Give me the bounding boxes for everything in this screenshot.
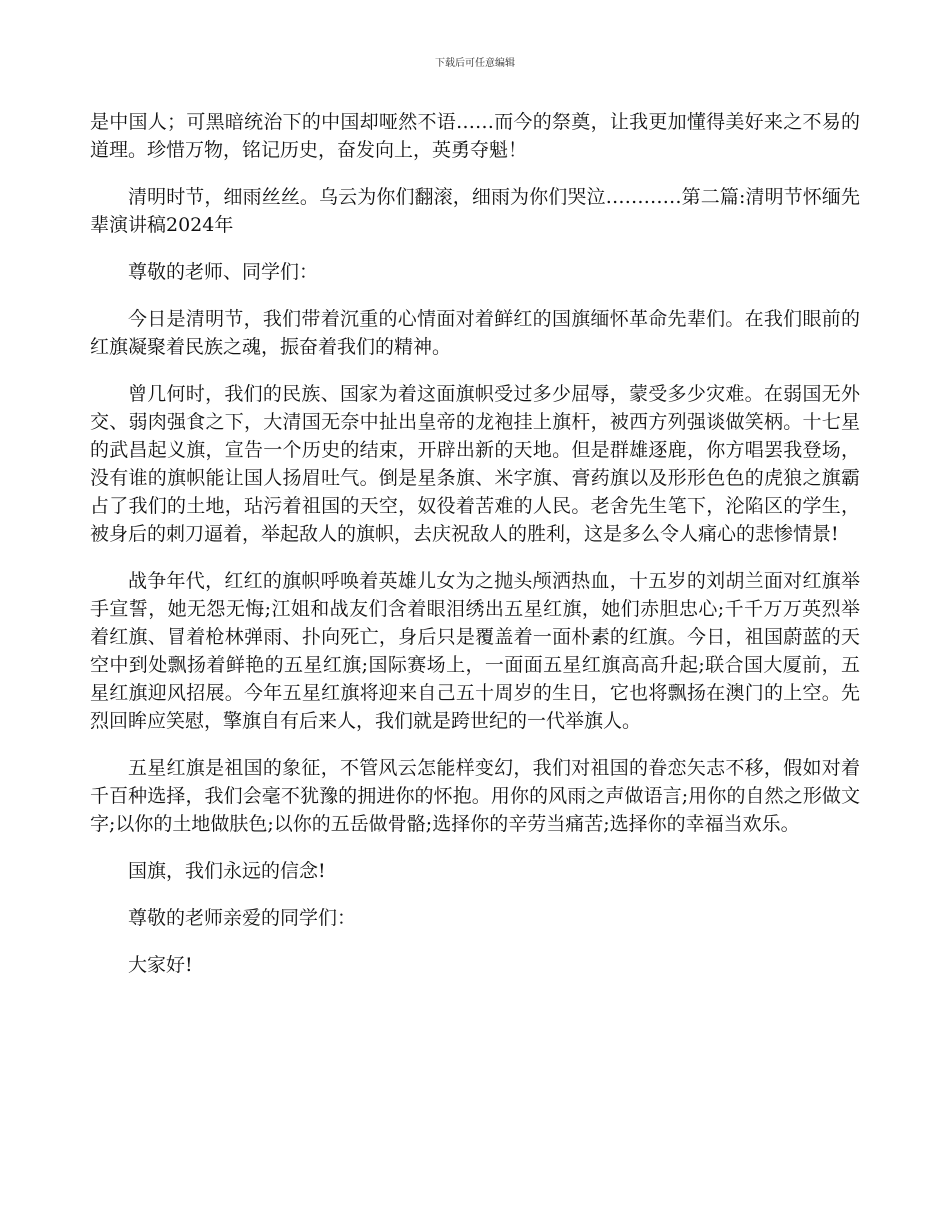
paragraph: 今日是清明节，我们带着沉重的心情面对着鲜红的国旗缅怀革命先辈们。在我们眼前的红旗凝聚着民族之魂，振奋着我们的精神。 bbox=[90, 308, 860, 358]
greeting: 大家好! bbox=[128, 954, 193, 976]
paragraph: 曾几何时，我们的民族、国家为着这面旗帜受过多少屈辱，蒙受多少灾难。在弱国无外交、弱肉强食之下，大清国无奈中扯出皇帝的龙袍挂上旗杆，被西方列强谈做笑柄。十七星的武昌起义旗，宣告一个历史的结束，开辟出新的天地。但是群雄逐鹿，你方唱罢我登场，没有谁的旗帜能让国人扬眉吐气。倒是星条旗、米字旗、膏药旗以及形形色色的虎狼之旗霸占了我们的土地，玷污着祖国的天空，奴役着苦难的人民。老舍先生笔下，沦陷区的学生，被身后的刺刀逼着，举起敌人的旗帜，去庆祝敌人的胜利，这是多么令人痛心的悲惨情景! bbox=[90, 383, 860, 545]
document-body bbox=[90, 108, 860, 998]
header-note: 下载后可任意编辑 bbox=[435, 58, 515, 69]
paragraph: 是中国人；可黑暗统治下的中国却哑然不语……而今的祭奠，让我更加懂得美好来之不易的道理。珍惜万物，铭记历史，奋发向上，英勇夺魁！ bbox=[90, 111, 860, 161]
paragraph: 五星红旗是祖国的象征，不管风云怎能样变幻，我们对祖国的眷恋矢志不移，假如对着千百种选择，我们会毫不犹豫的拥进你的怀抱。用你的风雨之声做语言;用你的自然之形做文字;以你的土地做肤色;以你的五岳做骨骼;选择你的辛劳当痛苦;选择你的幸福当欢乐。 bbox=[90, 757, 860, 835]
salutation: 尊敬的老师、同学们： bbox=[128, 261, 319, 283]
paragraph: 战争年代，红红的旗帜呼唤着英雄儿女为之抛头颅洒热血，十五岁的刘胡兰面对红旗举手宣誓，她无怨无悔;江姐和战友们含着眼泪绣出五星红旗，她们赤胆忠心;千千万万英烈举着红旗、冒着枪林弹雨、扑向死亡，身后只是覆盖着一面朴素的红旗。今日，祖国蔚蓝的天空中到处飘扬着鲜艳的五星红旗;国际赛场上，一面面五星红旗高高升起;联合国大厦前，五星红旗迎风招展。今年五星红旗将迎来自己五十周岁的生日，它也将飘扬在澳门的上空。先烈回眸应笑慰，擎旗自有后来人，我们就是跨世纪的一代举旗人。 bbox=[90, 570, 860, 732]
paragraph: 清明时节，细雨丝丝。乌云为你们翻滚，细雨为你们哭泣…………第二篇:清明节怀缅先辈演讲稿2024年 bbox=[90, 186, 860, 236]
salutation: 尊敬的老师亲爱的同学们： bbox=[128, 907, 357, 929]
paragraph: 国旗，我们永远的信念! bbox=[128, 860, 326, 882]
